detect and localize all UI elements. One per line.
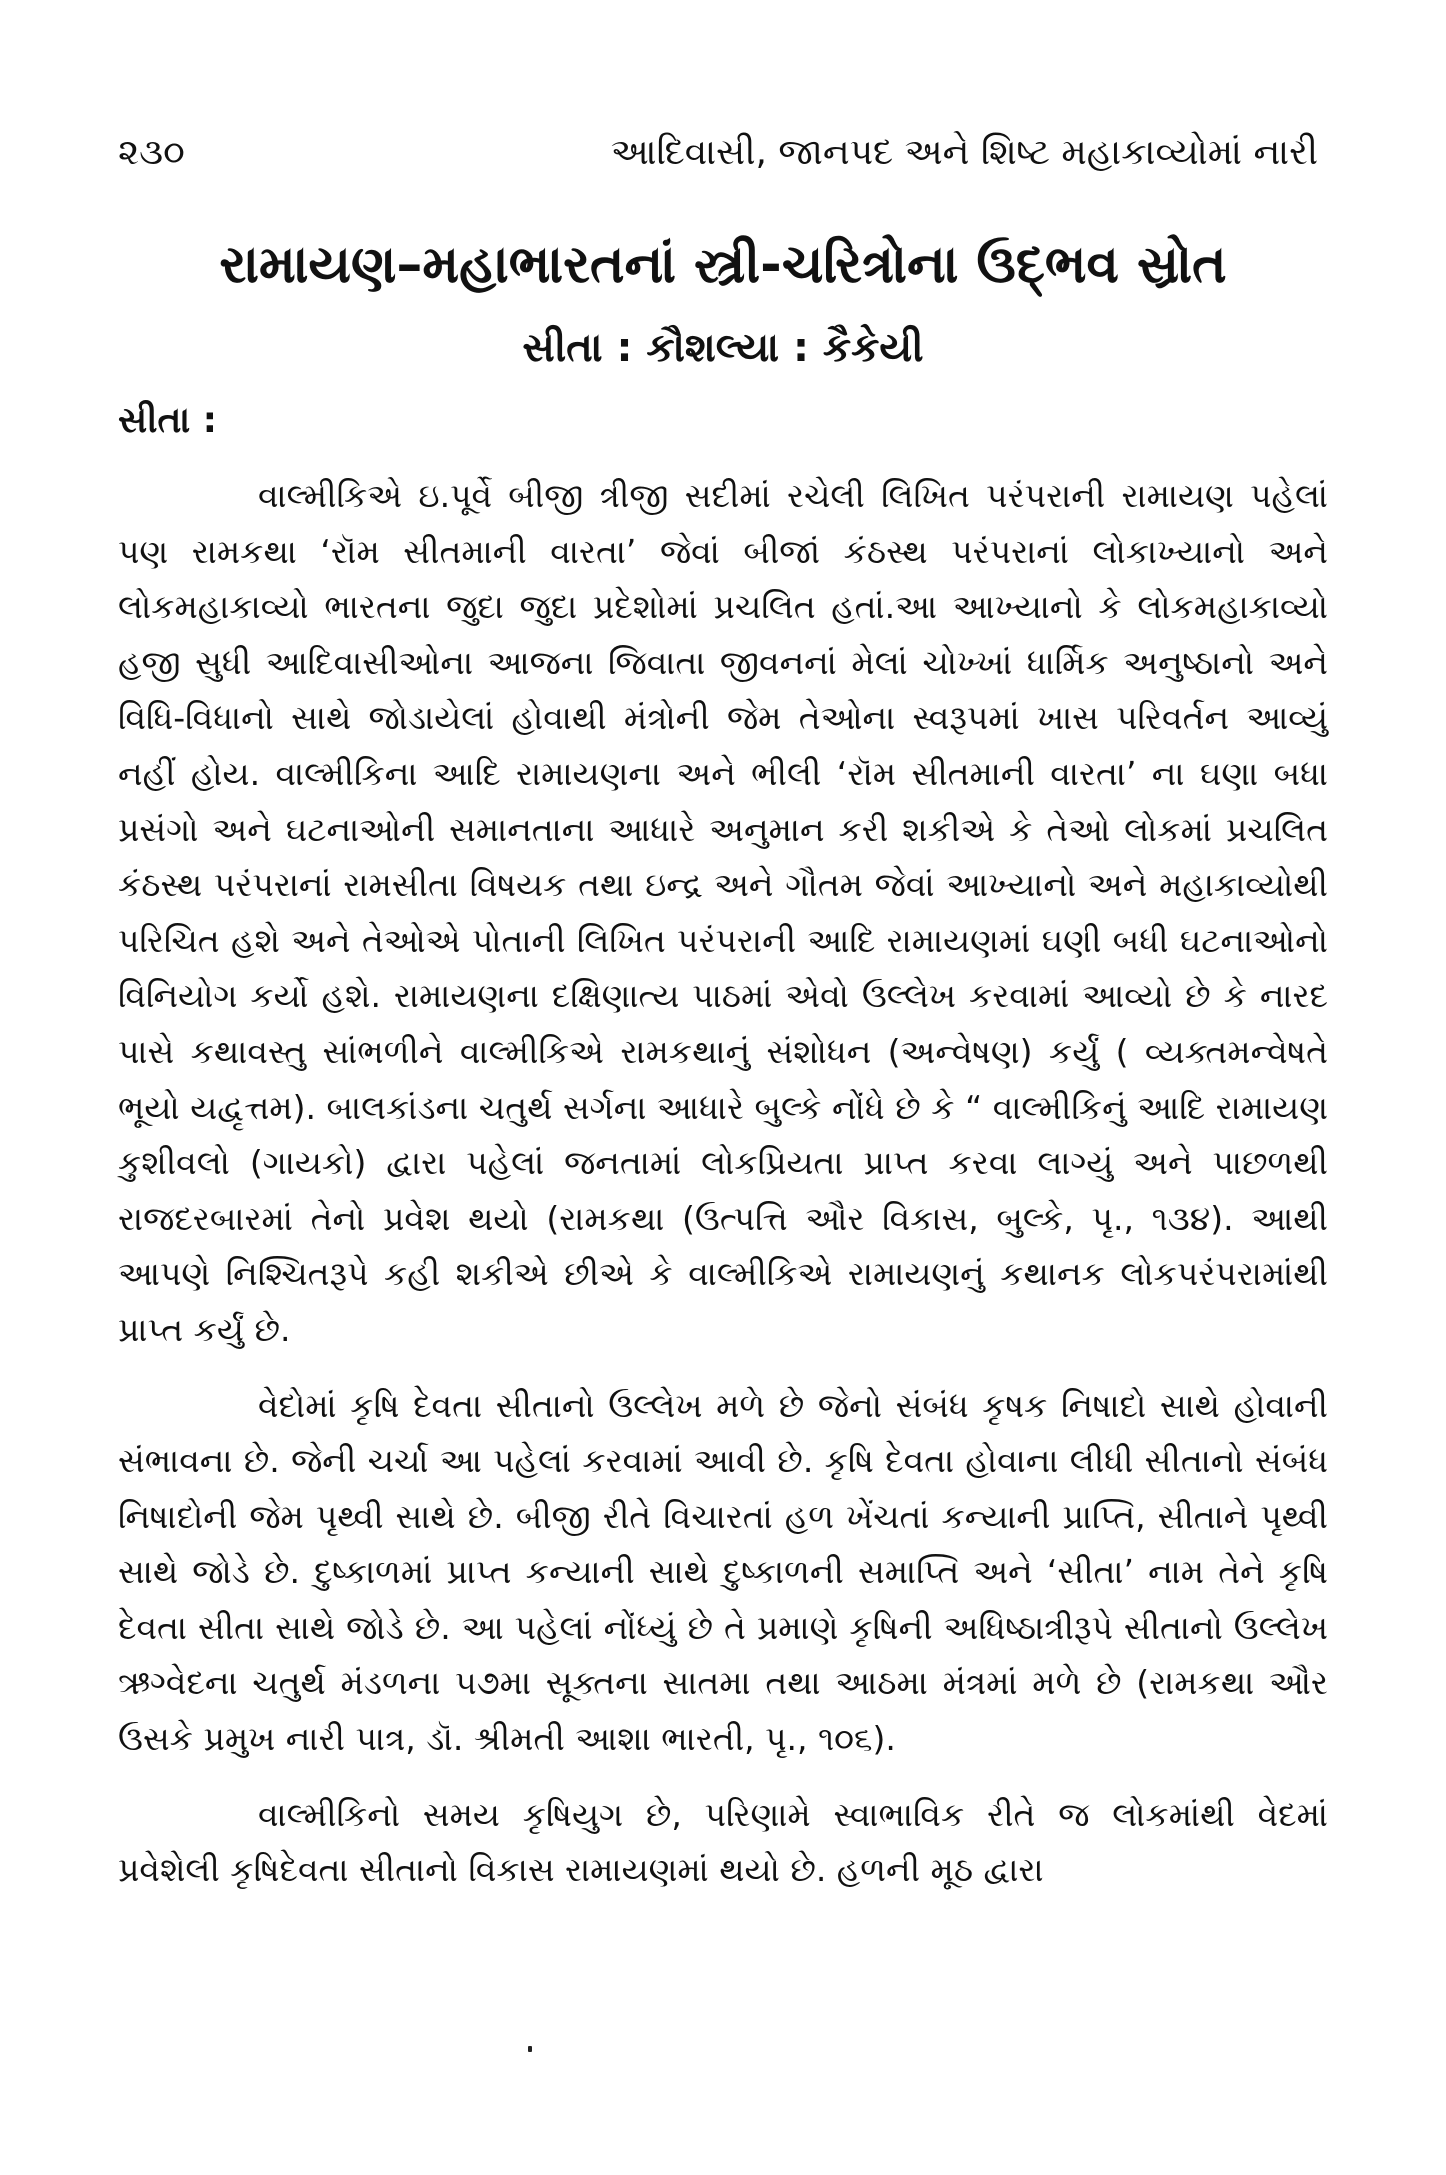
- paragraph: વાલ્મીકિનો સમય કૃષિયુગ છે, પરિણામે સ્વાભાવિક રીતે જ લોકમાંથી વેદમાં પ્રવેશેલી કૃષિદેવતા સીતાનો વિકાસ રામાયણમાં થયો છે. હળની મૂઠ દ્વારા: [118, 1794, 1328, 1890]
- body-text: [118, 468, 1328, 1898]
- page-number: ૨૩૦: [118, 132, 185, 173]
- ink-speck: [528, 2046, 532, 2052]
- running-header: [118, 132, 1318, 192]
- chapter-subtitle: સીતા : કૌશલ્યા : કૈકેયી: [522, 325, 924, 371]
- book-title: આદિવાસી, જાનપદ અને શિષ્ટ મહાકાવ્યોમાં નારી: [610, 132, 1318, 173]
- chapter-title: રામાયણ–મહાભારતનાં સ્ત્રી-ચરિત્રોના ઉદ્ભવ સ્રોત: [219, 235, 1227, 295]
- paragraph: વેદોમાં કૃષિ દેવતા સીતાનો ઉલ્લેખ મળે છે જેનો સંબંધ કૃષક નિષાદો સાથે હોવાની સંભાવના છે. જેની ચર્ચા આ પહેલાં કરવામાં આવી છે. કૃષિ દેવતા હોવાના લીધી સીતાનો સંબંધ નિષાદોની જેમ પૃથ્વી સાથે છે. બીજી રીતે વિચારતાં હળ ખેંચતાં કન્યાની પ્રાપ્તિ, સીતાને પૃથ્વી સાથે જોડે છે. દુષ્કાળમાં પ્રાપ્ત કન્યાની સાથે દુષ્કાળની સમાપ્તિ અને ‘સીતા’ નામ તેને કૃષિ દેવતા સીતા સાથે જોડે છે. આ પહેલાં નોંધ્યું છે તે પ્રમાણે કૃષિની અધિષ્ઠાત્રીરૂપે સીતાનો ઉલ્લેખ ઋગ્વેદના ચતુર્થ મંડળના ૫૭મા સૂક્તના સાતમા તથા આઠમા મંત્રમાં મળે છે (રામકથા ઔર ઉસકે પ્રમુખ નારી પાત્ર, ડૉ. શ્રીમતી આશા ભારતી, પૃ., ૧૦૬).: [118, 1385, 1328, 1759]
- section-heading: સીતા :: [118, 400, 218, 441]
- paragraph: વાલ્મીકિએ ઇ.પૂર્વે બીજી ત્રીજી સદીમાં રચેલી લિખિત પરંપરાની રામાયણ પહેલાં પણ રામકથા ‘રૉમ સીતમાની વારતા’ જેવાં બીજાં કંઠસ્થ પરંપરાનાં લોકાખ્યાનો અને લોકમહાકાવ્યો ભારતના જુદા જુદા પ્રદેશોમાં પ્રચલિત હતાં.આ આખ્યાનો કે લોકમહાકાવ્યો હજી સુધી આદિવાસીઓના આજના જિવાતા જીવનનાં મેલાં ચોખ્ખાં ધાર્મિક અનુષ્ઠાનો અને વિધિ-વિધાનો સાથે જોડાયેલાં હોવાથી મંત્રોની જેમ તેઓના સ્વરૂપમાં ખાસ પરિવર્તન આવ્યું નહીં હોય. વાલ્મીકિના આદિ રામાયણના અને ભીલી ‘રૉમ સીતમાની વારતા’ ના ઘણા બધા પ્રસંગો અને ઘટનાઓની સમાનતાના આધારે અનુમાન કરી શકીએ કે તેઓ લોકમાં પ્રચલિત કંઠસ્થ પરંપરાનાં રામસીતા વિષયક તથા ઇન્દ્ર અને ગૌતમ જેવાં આખ્યાનો અને મહાકાવ્યોથી પરિચિત હશે અને તેઓએ પોતાની લિખિત પરંપરાની આદિ રામાયણમાં ઘણી બધી ઘટનાઓનો વિનિયોગ કર્યો હશે. રામાયણના દક્ષિણાત્ય પાઠમાં એવો ઉલ્લેખ કરવામાં આવ્યો છે કે નારદ પાસે કથાવસ્તુ સાંભળીને વાલ્મીકિએ રામકથાનું સંશોધન (અન્વેષણ) કર્યું ( વ્યક્તમન્વેષતે ભૂયો યદ્વૃત્તમ). બાલકાંડના ચતુર્થ સર્ગના આધારે બુલ્કે નોંધે છે કે “ વાલ્મીકિનું આદિ રામાયણ કુશીવલો (ગાયકો) દ્વારા પહેલાં જનતામાં લોકપ્રિયતા પ્રાપ્ત કરવા લાગ્યું અને પાછળથી રાજદરબારમાં તેનો પ્રવેશ થયો (રામકથા (ઉત્પત્તિ ઔર વિકાસ, બુલ્કે, પૃ., ૧૩૪). આથી આપણે નિશ્ચિતરૂપે કહી શકીએ છીએ કે વાલ્મીકિએ રામાયણનું કથાનક લોકપરંપરામાંથી પ્રાપ્ત કર્યું છે.: [118, 476, 1328, 1349]
